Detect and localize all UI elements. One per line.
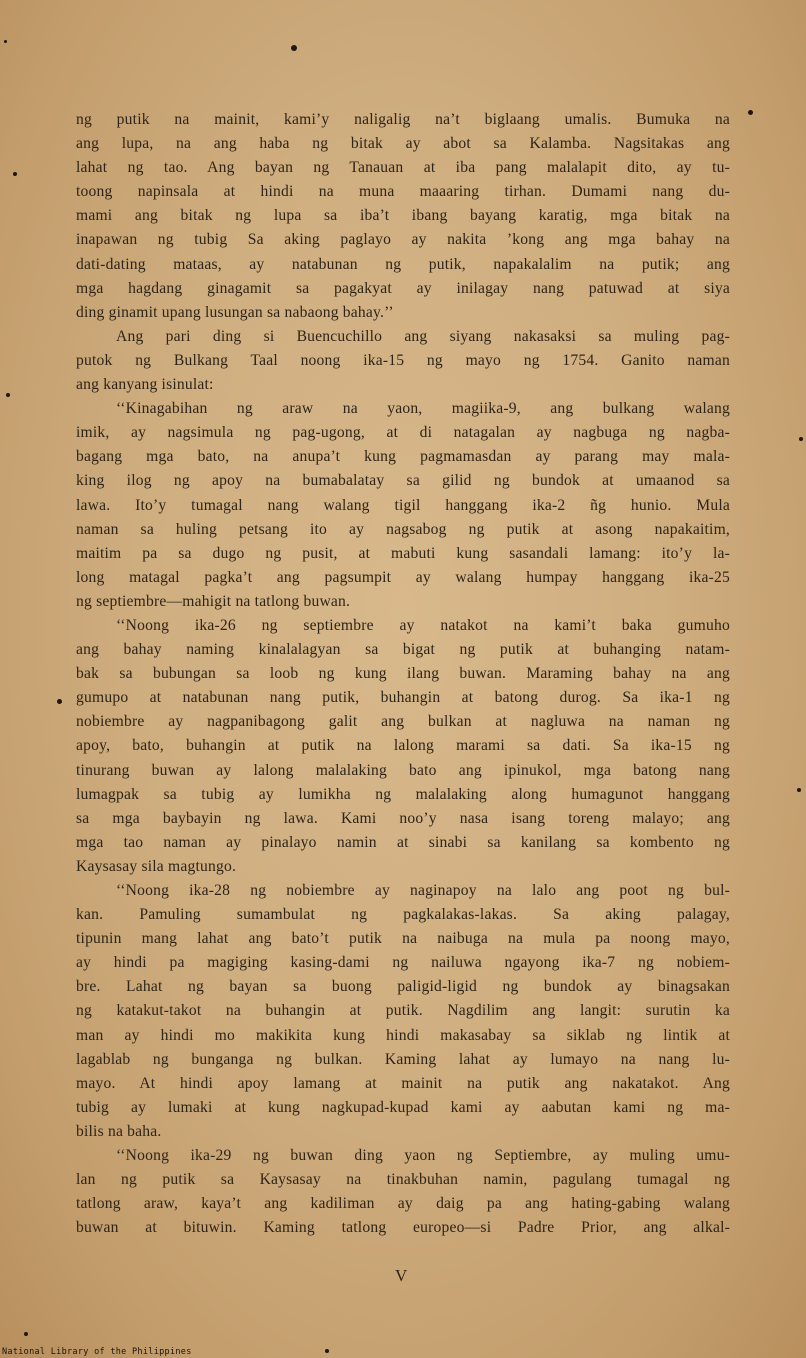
text-line: bak sa bubungan sa loob ng kung ilang buwan. Maraming bahay na ang: [76, 665, 730, 683]
text-line: lagablab ng bunganga ng bulkan. Kaming lahat ay lumayo na nang lu-: [76, 1050, 730, 1068]
text-line: bre. Lahat ng bayan sa buong paligid-ligid ng bundok ay binagsakan: [76, 978, 730, 996]
text-line: mami ang bitak ng lupa sa iba’t ibang bayang karatig, mga bitak na: [76, 207, 730, 225]
scan-speck: [799, 437, 803, 441]
text-line: lumagpak sa tubig ay lumikha ng malalaking along humagunot hanggang: [76, 785, 730, 803]
text-line: ay hindi pa magiging kasing-dami ng nailuwa ngayong ika-7 ng nobiem-: [76, 954, 730, 972]
text-line: putok ng Bulkang Taal noong ika-15 ng mayo ng 1754. Ganito naman: [76, 351, 730, 369]
scan-speck: [325, 1349, 329, 1353]
text-line: buwan at bituwin. Kaming tatlong europeo—si Padre Prior, ang alkal-: [76, 1219, 730, 1237]
text-line: ang kanyang isinulat:: [76, 376, 214, 394]
text-line: ‘‘Noong ika-26 ng septiembre ay natakot na kami’t baka gumuho: [116, 616, 730, 634]
text-line: Kaysasay sila magtungo.: [76, 857, 237, 875]
scan-speck: [6, 393, 10, 397]
text-line: tatlong araw, kaya’t ang kadiliman ay daig pa ang hating-gabing walang: [76, 1195, 730, 1213]
text-line: bilis na baha.: [76, 1122, 162, 1140]
text-line: man ay hindi mo makikita kung hindi makasabay sa siklab ng lintik at: [76, 1026, 730, 1044]
text-line: ‘‘Noong ika-28 ng nobiembre ay naginapoy na lalo ang poot ng bul-: [116, 882, 730, 899]
text-line: nobiembre ay nagpanibagong galit ang bulkan at nagluwa na naman ng: [76, 713, 730, 731]
text-line: ‘‘Noong ika-29 ng buwan ding yaon ng Septiembre, ay muling umu-: [116, 1147, 730, 1165]
text-line: ang lupa, na ang haba ng bitak ay abot sa Kalamba. Nagsitakas ang: [76, 135, 730, 153]
scan-speck: [797, 788, 801, 792]
text-line: lahat ng tao. Ang bayan ng Tanauan at iba pang malalapit dito, ay tu-: [76, 159, 730, 177]
text-line: kan. Pamuling sumambulat ng pagkalakas-lakas. Sa aking palagay,: [76, 906, 730, 924]
text-line: king ilog ng apoy na bumabalatay sa gilid ng bundok at umaanod sa: [76, 472, 730, 490]
text-line: ng katakut-takot na buhangin at putik. Nagdilim ang langit: surutin ka: [76, 1002, 730, 1020]
scan-speck: [24, 1332, 28, 1336]
text-line: lawa. Ito’y tumagal nang walang tigil hanggang ika-2 ñg hunio. Mula: [76, 496, 730, 514]
scan-speck: [13, 172, 17, 176]
text-line: ding ginamit upang lusungan sa nabaong bahay.’’: [76, 303, 394, 321]
scan-speck: [748, 110, 753, 115]
text-line: ang bahay naming kinalalagyan sa bigat ng putik at buhanging natam-: [76, 641, 730, 659]
text-line: bagang mga bato, na anupa’t kung pagmamasdan ay parang may mala-: [76, 448, 730, 466]
text-line: dati-dating mataas, ay natabunan ng putik, napakalalim na putik; ang: [76, 255, 730, 273]
scan-speck: [57, 699, 62, 704]
library-footer: National Library of the Philippines: [2, 1347, 192, 1357]
text-line: tipunin mang lahat ang bato’t putik na naibuga na mula pa noong mayo,: [76, 930, 730, 948]
text-line: tubig ay lumaki at kung nagkupad-kupad kami ay aabutan kami ng ma-: [76, 1098, 730, 1116]
text-line: mga tao naman ay pinalayo namin at sinabi sa kanilang sa kombento ng: [76, 833, 730, 851]
text-line: mayo. At hindi apoy lamang at mainit na putik ang nakatakot. Ang: [76, 1074, 730, 1092]
text-line: ng septiembre—mahigit na tatlong buwan.: [76, 592, 351, 610]
text-line: inapawan ng tubig Sa aking paglayo ay nakita ’kong ang mga bahay na: [76, 231, 730, 249]
body-text: [76, 108, 730, 1240]
scan-speck: [291, 45, 297, 51]
text-line: gumupo at natabunan nang putik, buhangin at batong durog. Sa ika-1 ng: [76, 689, 730, 707]
text-line: long matagal pagka’t ang pagsumpit ay walang humpay hanggang ika-25: [76, 568, 730, 586]
text-line: ‘‘Kinagabihan ng araw na yaon, magiika-9, ang bulkang walang: [116, 400, 730, 418]
page-number: V: [395, 1266, 408, 1285]
text-line: apoy, bato, buhangin at putik na lalong marami sa dati. Sa ika-15 ng: [76, 737, 730, 755]
text-line: toong napinsala at hindi na muna maaaring tirhan. Dumami nang du-: [76, 183, 730, 201]
text-line: lan ng putik sa Kaysasay na tinakbuhan namin, pagulang tumagal ng: [76, 1171, 730, 1189]
text-line: Ang pari ding si Buencuchillo ang siyang nakasaksi sa muling pag-: [116, 327, 730, 345]
text-line: maitim pa sa dugo ng pusit, at mabuti kung sasandali lamang: ito’y la-: [76, 544, 730, 562]
text-line: naman sa huling petsang ito ay nagsabog ng putik at asong napakaitim,: [76, 520, 730, 538]
text-line: imik, ay nagsimula ng pag-ugong, at di natagalan ay nagbuga ng nagba-: [76, 424, 730, 442]
text-line: tinurang buwan ay lalong malalaking bato ang ipinukol, mga batong nang: [76, 761, 730, 779]
text-line: mga hagdang ginagamit sa pagakyat ay inilagay nang patuwad at siya: [76, 279, 730, 297]
text-line: ng putik na mainit, kami’y naligalig na’t biglaang umalis. Bumuka na: [76, 111, 730, 128]
scan-speck: [4, 40, 7, 43]
text-line: sa mga baybayin ng lawa. Kami noo’y nasa isang toreng malayo; ang: [76, 809, 730, 827]
